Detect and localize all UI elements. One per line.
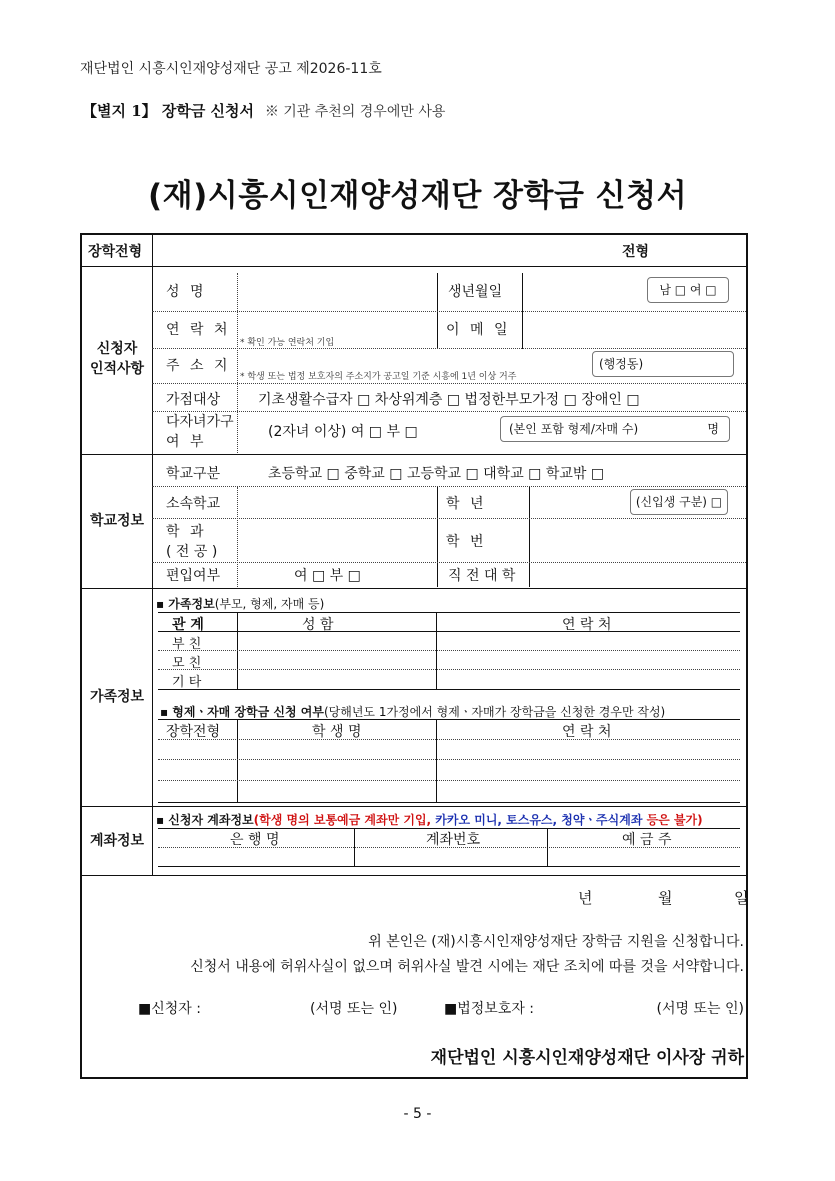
applicant-sign-label: ■신청자 : (138, 1001, 201, 1017)
guardian-sign-label: ■법정보호자 : (444, 1001, 535, 1017)
email-label: 이 메 일 (446, 322, 511, 338)
row-divider (158, 669, 740, 670)
school-name-label: 소속학교 (166, 496, 221, 512)
row-divider (152, 383, 746, 384)
address-note: * 학생 또는 법정 보호자의 주소지가 공고일 기준 시흥에 1년 이상 거주 (240, 372, 517, 382)
relation-mother: 모 친 (172, 656, 202, 671)
table-rule (158, 612, 740, 613)
sibling-count-field[interactable]: (본인 포함 형제/자매 수) 명 (500, 416, 730, 442)
transfer-options[interactable]: 여 □ 부 □ (294, 568, 361, 584)
col-account-number: 계좌번호 (426, 832, 481, 848)
student-id-label: 학 번 (446, 534, 487, 550)
grade-label: 학 년 (446, 496, 487, 512)
school-type-options[interactable]: 초등학교 □ 중학교 □ 고등학교 □ 대학교 □ 학교밖 □ (268, 466, 605, 482)
address-label: 주 소 지 (166, 358, 231, 374)
addressee: 재단법인 시흥시인재양성재단 이사장 귀하 (430, 1048, 744, 1068)
col-divider (237, 719, 238, 803)
scholarship-type-suffix: 전형 (622, 244, 650, 260)
col-type: 장학전형 (166, 724, 221, 740)
notice-number: 재단법인 시흥시인재양성재단 공고 제2026-11호 (80, 61, 382, 77)
row-divider (158, 847, 740, 848)
date-year: 년 (578, 889, 593, 907)
col-divider (354, 828, 355, 866)
account-heading: ▪ 신청자 계좌정보(학생 명의 보통예금 계좌만 기입, 카카오 미니, 토스유스, 청약ㆍ주식계좌 등은 불가) (156, 813, 703, 827)
label-divider (237, 273, 238, 453)
table-rule (158, 689, 740, 690)
guardian-sign-field[interactable]: (서명 또는 인) (656, 1001, 744, 1017)
freshman-checkbox[interactable]: (신입생 구분) □ (630, 489, 728, 515)
col-name: 성 함 (302, 617, 334, 633)
account-section-label: 계좌정보 (89, 833, 145, 849)
row-divider (158, 739, 740, 740)
sibling-heading: ▪ 형제ㆍ자매 장학금 신청 여부(당해년도 1가정에서 형제ㆍ자매가 장학금을 신청한 경우만 작성) (160, 705, 666, 719)
annex-title: 【별지 1】 장학금 신청서 (82, 102, 255, 120)
birth-label: 생년월일 (448, 284, 503, 300)
name-label: 성 명 (166, 284, 207, 300)
statement-2: 신청서 내용에 허위사실이 없으며 허위사실 발견 시에는 재단 조치에 따를 것을 서약합니다. (190, 959, 744, 975)
table-rule (158, 719, 740, 720)
row-divider (158, 759, 740, 760)
section-divider (152, 235, 153, 875)
family-section-label: 가족정보 (89, 689, 145, 705)
row-divider (158, 650, 740, 651)
annex-note: ※ 기관 추천의 경우에만 사용 (264, 104, 446, 120)
col-divider (529, 487, 530, 587)
applicant-sign-field[interactable]: (서명 또는 인) (310, 1001, 398, 1017)
col-divider (436, 719, 437, 803)
contact-note: * 확인 가능 연락처 기입 (240, 338, 335, 348)
school-type-label: 학교구분 (166, 466, 221, 482)
school-section-label: 학교정보 (89, 513, 145, 529)
col-bank: 은 행 명 (230, 832, 280, 848)
col-divider (547, 828, 548, 866)
row-divider (158, 780, 740, 781)
row-divider (82, 266, 746, 267)
page-number: - 5 - (403, 1106, 432, 1122)
label-divider (237, 487, 238, 587)
row-divider (152, 562, 746, 563)
contact-label: 연 락 처 (166, 322, 231, 338)
row-divider (152, 518, 746, 519)
annex-label (82, 100, 445, 121)
transfer-label: 편입여부 (166, 568, 221, 584)
col-relation: 관 계 (172, 617, 204, 633)
col-divider (437, 487, 438, 587)
scholarship-type-label: 장학전형 (88, 244, 143, 260)
date-day: 일 (734, 889, 749, 907)
gender-checkbox[interactable]: 남 □ 여 □ (647, 277, 729, 303)
row-divider (152, 311, 746, 312)
row-divider (152, 411, 746, 412)
family-heading: ▪ 가족정보(부모, 형제, 자매 등) (156, 597, 325, 611)
section-divider (82, 806, 746, 807)
col-student: 학 생 명 (312, 724, 362, 740)
multichild-label: 다자녀가구 (166, 414, 234, 430)
bonus-label: 가점대상 (166, 392, 221, 408)
table-rule (158, 802, 740, 803)
relation-other: 기 타 (172, 675, 202, 690)
major-label-2: ( 전 공 ) (166, 544, 218, 560)
section-divider (82, 588, 746, 589)
prev-school-label: 직 전 대 학 (448, 568, 516, 584)
row-divider (152, 348, 746, 349)
section-divider (82, 454, 746, 455)
application-form (80, 233, 748, 1079)
major-label: 학 과 (166, 524, 207, 540)
col-contact: 연 락 처 (562, 617, 612, 633)
district-field[interactable]: (행정동) (592, 351, 734, 377)
relation-father: 부 친 (172, 637, 202, 652)
row-divider (152, 486, 746, 487)
multichild-options[interactable]: (2자녀 이상) 여 □ 부 □ (268, 424, 418, 440)
table-rule (158, 866, 740, 867)
applicant-section-label: 신청자 인적사항 (89, 341, 145, 377)
date-month: 월 (658, 889, 673, 907)
multichild-label-2: 여 부 (166, 434, 207, 450)
bonus-options[interactable]: 기초생활수급자 □ 차상위계층 □ 법정한부모가정 □ 장애인 □ (258, 392, 640, 408)
table-rule (158, 631, 740, 632)
col-contact-2: 연 락 처 (562, 724, 612, 740)
statement-1: 위 본인은 (재)시흥시인재양성재단 장학금 지원을 신청합니다. (368, 934, 744, 950)
section-divider (82, 875, 746, 876)
col-holder: 예 금 주 (622, 832, 672, 848)
page-title: (재)시흥시인재양성재단 장학금 신청서 (147, 178, 688, 214)
